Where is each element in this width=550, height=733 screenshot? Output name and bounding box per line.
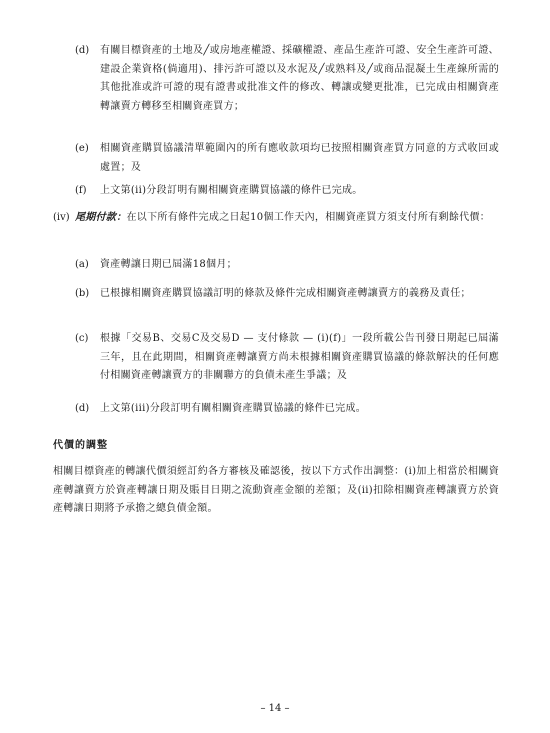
list-item-b-obligations (75, 285, 499, 304)
item-label: (a) (75, 259, 89, 270)
item-label: (f) (75, 185, 87, 196)
item-text: 上文第(iii)分段訂明有關相關資產購買協議的條件已完成。 (100, 403, 367, 414)
item-label: (e) (75, 143, 89, 154)
item-text: 上文第(ii)分段訂明有關相關資產購買協議的條件已完成。 (100, 185, 363, 196)
list-item-iv-final-payment (53, 209, 499, 228)
list-item-d-land-certificates (75, 42, 499, 116)
list-item-d-conditions-iii (75, 400, 499, 419)
item-text: 在以下所有條件完成之日起10個工作天內，相關資產買方須支付所有剩餘代價： (126, 212, 491, 223)
item-label: (iv) (53, 212, 70, 223)
page-number: – 14 – (260, 703, 290, 714)
list-item-e-receivables (75, 140, 499, 177)
item-label: (c) (75, 333, 89, 344)
item-text: 資產轉讓日期已屆滿18個月； (100, 259, 237, 270)
list-item-f-conditions-ii (75, 182, 499, 201)
list-item-c-three-years (75, 330, 499, 386)
item-text: 已根據相關資產購買協議訂明的條款及條件完成相關資產轉讓賣方的義務及責任； (100, 288, 471, 299)
item-label: (b) (75, 288, 90, 299)
item-text: 根據「交易B、交易C及交易D — 支付條款 — (i)(f)」一段所載公告刊發日期起已屆滿三年，且在此期間，相關資產轉讓賣方尚未根據相關資產購買協議的條款解決的任何應付相關資產轉讓賣方的非關聯方的負債未產生爭議；及 (100, 333, 499, 381)
item-label: (d) (75, 45, 90, 56)
section-heading: 代價的調整 (53, 440, 108, 451)
item-keyword: 尾期付款： (75, 212, 127, 223)
list-item-a-18-months (75, 256, 499, 275)
item-text: 相關資產購買協議清單範圍內的所有應收款項均已按照相關資產買方同意的方式收回或處置；及 (100, 143, 499, 173)
item-text: 有關目標資產的土地及╱或房地產權證、採礦權證、產品生產許可證、安全生產許可證、建設企業資格(倘適用)、排污許可證以及水泥及╱或熟料及╱或商品混凝土生產線所需的其他批准或許可證的現有證書或批准文件的修改、轉讓或變更批准，已完成由相關資產轉讓賣方轉移至相關資產買方； (100, 45, 499, 112)
item-label: (d) (75, 403, 90, 414)
adjustment-paragraph: 相關目標資產的轉讓代價須經訂約各方審核及確認後，按以下方式作出調整：(i)加上相當於相關資產轉讓賣方於資產轉讓日期及賬目日期之流動資產金額的差額；及(ii)扣除相關資產轉讓賣方於資產轉讓日期將予承擔之總負債金額。 (53, 466, 499, 514)
